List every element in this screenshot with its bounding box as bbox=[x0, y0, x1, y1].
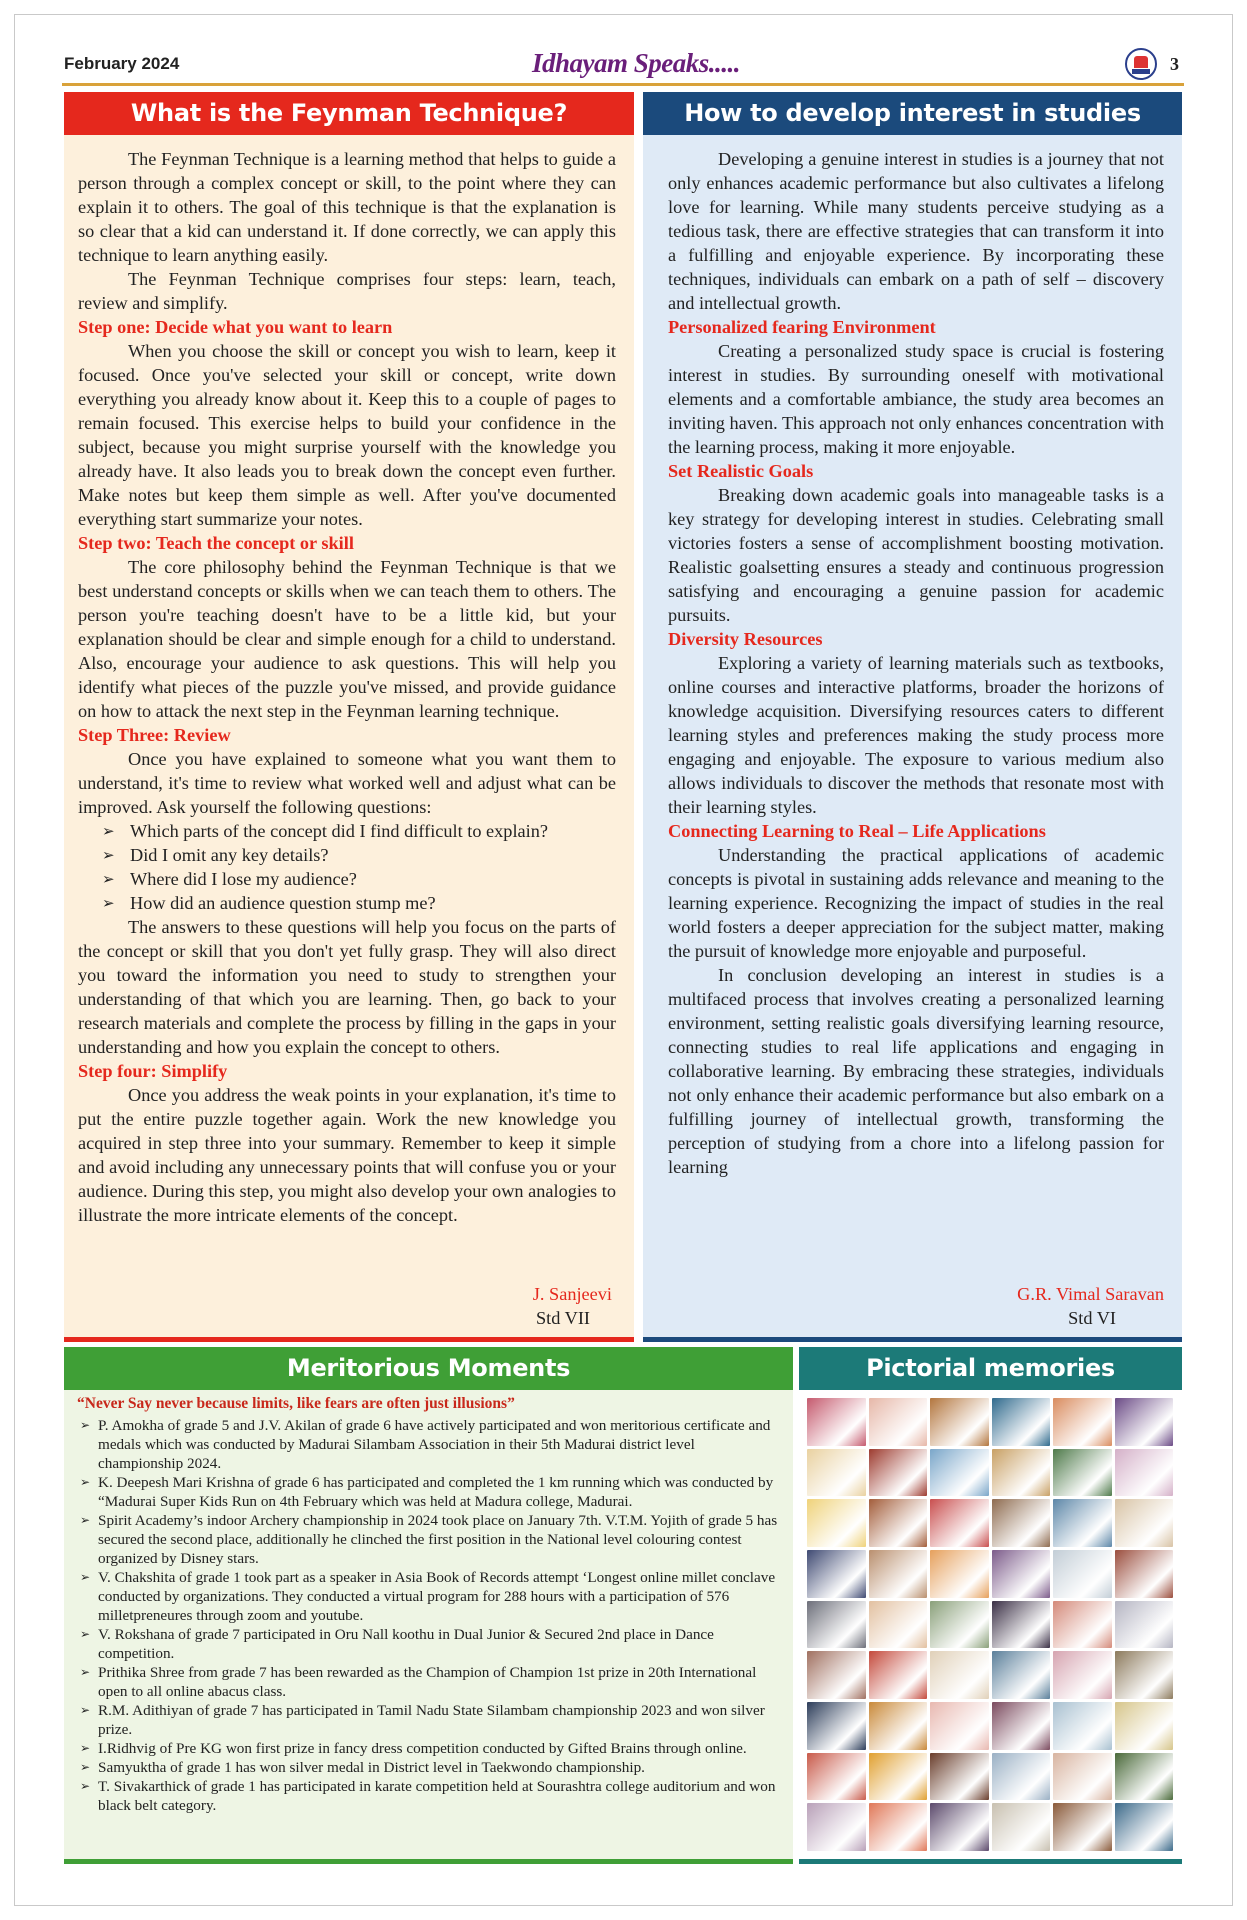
collage-photo bbox=[869, 1803, 928, 1851]
feynman-title: What is the Feynman Technique? bbox=[64, 92, 634, 135]
step-three-followup: The answers to these questions will help you focus on the parts of the concept or skill that you don't yet fully grasp. They will also direct you toward the information you need to study to strengthen your understanding of that which you are learning. Then, go back to your research materials and complete the process by filling in the gaps in your understanding and how you explain the concept to others. bbox=[78, 917, 616, 1057]
collage-photo bbox=[807, 1753, 866, 1801]
meritorious-title: Meritorious Moments bbox=[64, 1347, 793, 1390]
review-question: ➢ How did an audience question stump me? bbox=[78, 891, 616, 915]
collage-photo bbox=[869, 1499, 928, 1547]
collage-photo bbox=[1053, 1601, 1112, 1649]
collage-photo bbox=[992, 1449, 1051, 1497]
feynman-bottom-rule bbox=[64, 1337, 634, 1342]
collage-photo bbox=[807, 1499, 866, 1547]
collage-photo bbox=[869, 1651, 928, 1699]
resources-heading: Diversity Resources bbox=[668, 629, 823, 649]
step-one-heading: Step one: Decide what you want to learn bbox=[78, 317, 393, 337]
collage-photo bbox=[869, 1550, 928, 1598]
collage-photo bbox=[807, 1601, 866, 1649]
collage-photo bbox=[1053, 1449, 1112, 1497]
resources-text: Exploring a variety of learning materials such as textbooks, online courses and interactive platforms, broader the horizons of knowledge acquisition. Diversifying resources caters to different learning styles and preferences making the study process more engaging and enjoyable. The exposure to various medium also allows individuals to discover the methods that resonate most with their learning styles. bbox=[668, 653, 1164, 817]
feynman-article bbox=[64, 92, 634, 1342]
page-header bbox=[62, 48, 1184, 82]
meritorious-quote: “Never Say never because limits, like fears are often just illusions” bbox=[77, 1395, 515, 1412]
collage-photo bbox=[1053, 1651, 1112, 1699]
pictorial-section bbox=[799, 1347, 1182, 1864]
collage-photo bbox=[930, 1449, 989, 1497]
collage-photo bbox=[992, 1601, 1051, 1649]
step-three-text: Once you have explained to someone what you want them to understand, it's time to review what worked well and adjust what can be improved. Ask yourself the following questions: bbox=[78, 749, 616, 817]
step-three-heading: Step Three: Review bbox=[78, 725, 231, 745]
real-life-heading: Connecting Learning to Real – Life Applications bbox=[668, 821, 1046, 841]
collage-photo bbox=[1053, 1398, 1112, 1446]
interest-bottom-rule bbox=[643, 1337, 1182, 1342]
goals-text: Breaking down academic goals into manageable tasks is a key strategy for developing interest in studies. Celebrating small victories fosters a sense of accomplishment boosting motivation. Realistic goalsetting ensures a steady and continuous progression satisfying and encouraging a genuine passion for academic pursuits. bbox=[668, 485, 1164, 625]
collage-photo bbox=[930, 1702, 989, 1750]
collage-photo bbox=[1115, 1651, 1174, 1699]
collage-photo bbox=[869, 1449, 928, 1497]
collage-photo bbox=[1115, 1753, 1174, 1801]
step-four-text: Once you address the weak points in your explanation, it's time to put the entire puzzle together again. Work the new knowledge you acquired in step three into your summary. Remember to keep it simple and avoid including any unnecessary points that will confuse you or your audience. During this step, you might also develop your own analogies to illustrate the more intricate elements of the concept. bbox=[78, 1085, 616, 1225]
achievement-item: ➢ R.M. Adithiyan of grade 7 has participated in Tamil Nadu State Silambam championship 2023 and won silver prize. bbox=[78, 1701, 781, 1739]
achievement-list bbox=[64, 1413, 793, 1815]
school-logo-icon bbox=[1125, 48, 1157, 80]
collage-photo bbox=[992, 1499, 1051, 1547]
personalized-text: Creating a personalized study space is crucial is fostering interest in studies. By surrounding oneself with motivational elements and a comfortable ambiance, the study area becomes an inviting haven. This approach not only enhances concentration with the learning process, making it more enjoyable. bbox=[668, 341, 1164, 457]
collage-photo bbox=[1053, 1753, 1112, 1801]
step-two-heading: Step two: Teach the concept or skill bbox=[78, 533, 354, 553]
feynman-steps-summary: The Feynman Technique comprises four steps: learn, teach, review and simplify. bbox=[78, 269, 616, 313]
issue-date: February 2024 bbox=[64, 54, 180, 73]
feynman-intro: The Feynman Technique is a learning method that helps to guide a person through a complex concept or skill, to the point where they can explain it to others. The goal of this technique is that the explanation is so clear that a kid can understand it. If done correctly, we can apply this technique to learn anything easily. bbox=[78, 149, 616, 265]
collage-photo bbox=[992, 1803, 1051, 1851]
collage-photo bbox=[1053, 1499, 1112, 1547]
page-number: 3 bbox=[1170, 54, 1179, 74]
collage-photo bbox=[930, 1753, 989, 1801]
photo-collage bbox=[807, 1398, 1173, 1851]
interest-title: How to develop interest in studies bbox=[643, 92, 1182, 135]
collage-photo bbox=[1053, 1550, 1112, 1598]
author-name: J. Sanjeevi bbox=[532, 1284, 612, 1304]
pictorial-bottom-rule bbox=[799, 1859, 1182, 1864]
collage-photo bbox=[930, 1651, 989, 1699]
newsletter-title: Idhayam Speaks..... bbox=[532, 48, 741, 78]
achievement-item: ➢ I.Ridhvig of Pre KG won first prize in fancy dress competition conducted by Gifted Brains through online. bbox=[78, 1739, 781, 1758]
collage-photo bbox=[1053, 1702, 1112, 1750]
collage-photo bbox=[930, 1803, 989, 1851]
collage-photo bbox=[807, 1550, 866, 1598]
collage-photo bbox=[1115, 1601, 1174, 1649]
achievement-item: ➢ V. Chakshita of grade 1 took part as a speaker in Asia Book of Records attempt ‘Longest online millet conclave conducted by organizations. They conducted a virtual program for 288 hours with a participation of 576 milletpreneures through zoom and youtube. bbox=[78, 1568, 781, 1625]
achievement-item: ➢ Samyuktha of grade 1 has won silver medal in District level in Taekwondo championship. bbox=[78, 1758, 781, 1777]
review-question: ➢ Which parts of the concept did I find difficult to explain? bbox=[78, 819, 616, 843]
collage-photo bbox=[869, 1601, 928, 1649]
collage-photo bbox=[1115, 1550, 1174, 1598]
collage-photo bbox=[992, 1398, 1051, 1446]
pictorial-title: Pictorial memories bbox=[799, 1347, 1182, 1390]
author-name: G.R. Vimal Saravan bbox=[1017, 1284, 1164, 1304]
collage-photo bbox=[992, 1702, 1051, 1750]
goals-heading: Set Realistic Goals bbox=[668, 461, 814, 481]
author-grade: Std VI bbox=[1068, 1308, 1116, 1328]
interest-article bbox=[643, 92, 1182, 1342]
interest-conclusion: In conclusion developing an interest in studies is a multifaced process that involves creating a personalized learning environment, setting realistic goals diversifying learning resource, connecting studies to real life applications and engaging in collaborative learning. By embracing these strategies, individuals not only enhance their academic performance but also embark on a fulfilling journey of intellectual growth, transforming the perception of studying from a chore into a lifelong passion for learning bbox=[668, 965, 1164, 1177]
collage-photo bbox=[930, 1601, 989, 1649]
interest-byline bbox=[1017, 1282, 1164, 1330]
collage-photo bbox=[807, 1398, 866, 1446]
collage-photo bbox=[1115, 1499, 1174, 1547]
collage-photo bbox=[869, 1753, 928, 1801]
collage-photo bbox=[807, 1449, 866, 1497]
review-question: ➢ Did I omit any key details? bbox=[78, 843, 616, 867]
collage-photo bbox=[1115, 1702, 1174, 1750]
personalized-heading: Personalized fearing Environment bbox=[668, 317, 936, 337]
achievement-item: ➢ Spirit Academy’s indoor Archery championship in 2024 took place on January 7th. V.T.M. Yojith of grade 5 has secured the second place, additionally he clinched the first position in the National level colouring contest organized by Disney stars. bbox=[78, 1511, 781, 1568]
meritorious-section bbox=[64, 1347, 793, 1864]
achievement-item: ➢ K. Deepesh Mari Krishna of grade 6 has participated and completed the 1 km running which was conducted by “Madurai Super Kids Run on 4th February which was held at Madura college, Madurai. bbox=[78, 1473, 781, 1511]
step-one-text: When you choose the skill or concept you wish to learn, keep it focused. Once you've selected your skill or concept, write down everything you already know about it. Keep this to a couple of pages to remain focused. This exercise helps to build your confidence in the subject, because you might surprise yourself with the knowledge you already have. It also leads you to break down the concept even further. Make notes but keep them simple as well. After you've documented everything start summarize your notes. bbox=[78, 341, 616, 529]
collage-photo bbox=[1115, 1803, 1174, 1851]
collage-photo bbox=[807, 1702, 866, 1750]
header-divider bbox=[62, 83, 1184, 86]
interest-intro: Developing a genuine interest in studies is a journey that not only enhances academic performance but also cultivates a lifelong love for learning. While many students perceive studying as a tedious task, there are effective strategies that can transform it into a fulfilling and enjoyable experience. By incorporating these techniques, individuals can embark on a path of self – discovery and intellectual growth. bbox=[668, 149, 1164, 313]
meritorious-bottom-rule bbox=[64, 1859, 793, 1864]
step-four-heading: Step four: Simplify bbox=[78, 1061, 228, 1081]
collage-photo bbox=[869, 1702, 928, 1750]
real-life-text: Understanding the practical applications of academic concepts is pivotal in sustaining adds relevance and meaning to the learning experience. Recognizing the impact of studies in the real world fosters a deeper appreciation for the subject matter, making the pursuit of knowledge more enjoyable and purposeful. bbox=[668, 845, 1164, 961]
collage-photo bbox=[930, 1550, 989, 1598]
feynman-byline bbox=[533, 1282, 612, 1330]
collage-photo bbox=[1115, 1449, 1174, 1497]
achievement-item: ➢ V. Rokshana of grade 7 participated in Oru Nall koothu in Dual Junior & Secured 2nd place in Dance competition. bbox=[78, 1625, 781, 1663]
collage-photo bbox=[1115, 1398, 1174, 1446]
collage-photo bbox=[869, 1398, 928, 1446]
author-grade: Std VII bbox=[535, 1308, 590, 1328]
collage-photo bbox=[807, 1803, 866, 1851]
collage-photo bbox=[992, 1651, 1051, 1699]
collage-photo bbox=[992, 1550, 1051, 1598]
step-two-text: The core philosophy behind the Feynman Technique is that we best understand concepts or skills when we can teach them to others. The person you're teaching doesn't have to be a little kid, but your explanation should be clear and simple enough for a child to understand. Also, encourage your audience to ask questions. This will help you identify what pieces of the puzzle you've missed, and provide guidance on how to attack the next step in the Feynman learning technique. bbox=[78, 557, 616, 721]
collage-photo bbox=[930, 1398, 989, 1446]
achievement-item: ➢ T. Sivakarthick of grade 1 has participated in karate competition held at Sourashtra college auditorium and won black belt category. bbox=[78, 1777, 781, 1815]
collage-photo bbox=[1053, 1803, 1112, 1851]
collage-photo bbox=[930, 1499, 989, 1547]
achievement-item: ➢ P. Amokha of grade 5 and J.V. Akilan of grade 6 have actively participated and won meritorious certificate and medals which was conducted by Madurai Silambam Association in their 5th Madurai district level championship 2024. bbox=[78, 1416, 781, 1473]
collage-photo bbox=[807, 1651, 866, 1699]
achievement-item: ➢ Prithika Shree from grade 7 has been rewarded as the Champion of Champion 1st prize in 20th International open to all online abacus class. bbox=[78, 1663, 781, 1701]
collage-photo bbox=[992, 1753, 1051, 1801]
review-question: ➢ Where did I lose my audience? bbox=[78, 867, 616, 891]
